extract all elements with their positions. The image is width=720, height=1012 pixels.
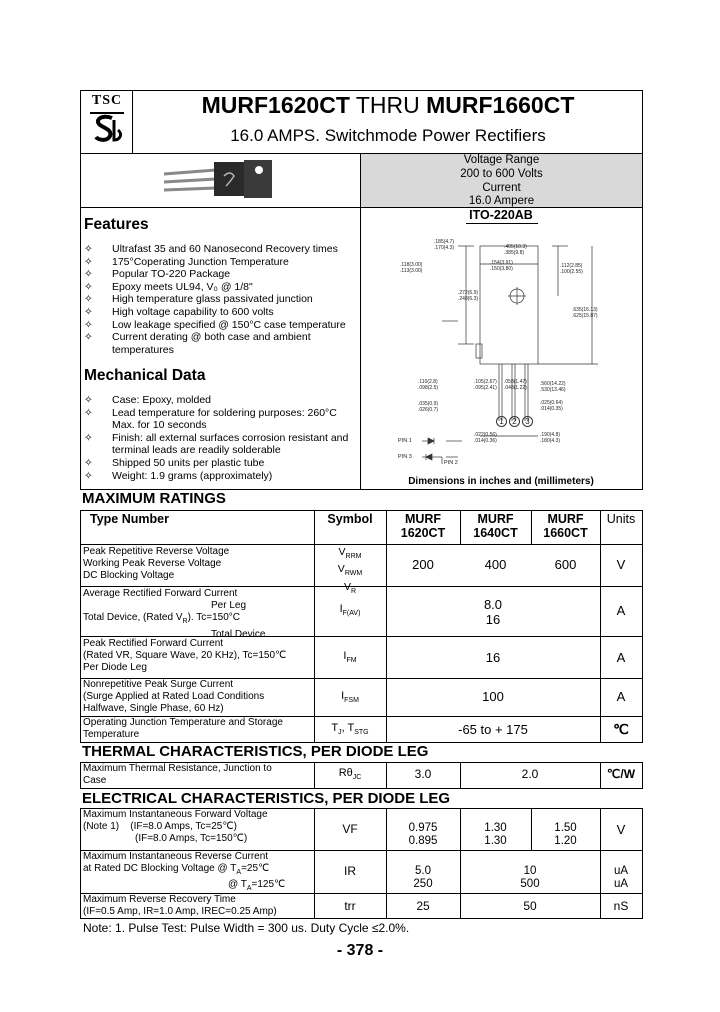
mech-list: ✧ Case: Epoxy, molded ✧ Lead temperature for soldering purposes: 260°C Max. for 10 seconds ✧ Finish: all external surfaces corrosion resistant and terminal leads are readily solderable ✧ Shipped 50 units per plastic tube ✧ Weight: 1.9 grams (approximately) [84,394,349,482]
dim-label: .100(2.55) [560,269,583,275]
value-cell: 5.0 250 [413,865,433,890]
unit-cell: nS [613,899,629,913]
dim-label: .112(2.85) [560,263,583,269]
footnote: Note: 1. Pulse Test: Pulse Width = 300 us. Duty Cycle ≤2.0%. [83,921,410,935]
unit-cell: ℃ [613,721,629,737]
table-row: Maximum Instantaneous Reverse Current at Rated DC Blocking Voltage @ $T_A=25℃$ @ $T_A=125℃$ [83,851,286,893]
company-logo [86,93,128,149]
bullet-icon: ✧ [84,243,93,255]
dim-label: .405(10.3) [504,244,527,250]
table-row: Peak Rectified Forward Current (Rated VR, Square Wave, 20 KHz), Tc=150℃ Per Diode Leg [83,638,287,674]
unit-cell: uA uA [613,865,629,890]
dim-label: .185(4.7) [434,239,455,245]
symbol-cell: $I_{F(AV)}$ [339,603,361,618]
dim-label: .190(4.8) [540,432,561,438]
ratings-summary [361,154,642,207]
bullet-icon: ✧ [84,469,93,482]
current-label: Current [482,181,521,194]
pin-number: 1 [496,416,507,427]
dim-label: .058(1.47) [504,379,527,385]
pin-label: PIN 3 [398,454,412,460]
title-part2: MURF1660CT [426,92,575,118]
dim-label: .048(1.22) [504,385,527,391]
bullet-icon: ✧ [84,318,93,331]
bullet-icon: ✧ [84,255,93,268]
pin-label: PIN 1 [398,438,412,444]
symbol-cell: VF [342,822,358,836]
dim-label: .014(0.35) [540,406,563,412]
page-subtitle: 16.0 AMPS. Switchmode Power Rectifiers [230,126,546,145]
unit-cell: ℃/W [606,767,636,781]
pin-number: 3 [522,416,533,427]
value-cell: 200 [412,557,434,572]
dim-label: .150(3.80) [490,266,513,272]
pin-label: PIN 2 [444,460,458,466]
bullet-icon: ✧ [84,280,93,293]
electrical-heading: ELECTRICAL CHARACTERISTICS, PER DIODE LEG [82,790,451,807]
value-cell: 16 [485,650,501,665]
features-heading: Features [84,216,149,233]
bullet-icon: ✧ [84,306,93,318]
package-label: ITO-220AB [469,208,533,222]
value-cell: 3.0 [414,767,432,781]
dim-label: .530(13.46) [540,387,566,393]
mech-heading: Mechanical Data [84,367,206,384]
package-drawing [362,226,640,474]
dim-label: .385(9.8) [504,250,525,256]
value-cell: 8.0 [483,597,503,612]
max-ratings-heading: MAXIMUM RATINGS [82,490,226,507]
unit-cell: V [616,557,626,572]
bullet-icon: ✧ [84,268,93,281]
value-cell: 50 [523,899,537,913]
pin-number: 2 [509,416,520,427]
bullet-icon: ✧ [84,293,93,306]
col-device-3: MURF 1660CT [543,512,588,540]
symbol-cell: trr [344,899,356,913]
range-label: Voltage Range [463,154,540,166]
col-units: Units [606,512,636,526]
product-image [160,158,280,202]
page-title [133,92,643,119]
dim-label: .248(6.3) [458,296,479,302]
value-cell: 100 [482,689,504,704]
symbol-cell: $V_{RRM}$ $V_{RWM}$ $V_R$ [337,546,363,595]
dim-label: .180(4.3) [540,438,561,444]
table-row: Maximum Thermal Resistance, Junction to Case [83,763,272,787]
feature-list: ✧ Ultrafast 35 and 60 Nanosecond Recovery times ✧ 175°Coperating Junction Temperature ✧ Popular TO-220 Package ✧ Epoxy meets UL94, V₀ @ 1/8" ✧ High temperature glass passivated junction ✧ High voltage capability to 600 volts ✧ Low leakage specified @ 150°C case temperature ✧ Current derating @ both case and ambient temperatures [84,243,346,356]
col-symbol: Symbol [327,512,373,526]
bullet-icon: ✧ [84,431,93,444]
symbol-cell: $I_{FSM}$ [341,690,359,705]
value-cell: 1.30 1.30 [484,822,507,847]
dim-label: .625(15.87) [572,313,598,319]
col-device-2: MURF 1640CT [473,512,518,540]
symbol-cell: $T_J$, $T_{STG}$ [331,722,369,737]
symbol-cell: IR [344,864,356,878]
symbol-cell: $R\theta_{JC}$ [338,767,362,782]
dim-label: .014(0.36) [474,438,497,444]
value-cell: 2.0 [521,767,539,781]
unit-cell: V [616,822,626,837]
value-cell: 1.50 1.20 [554,822,577,847]
value-cell: 10 500 [520,865,540,890]
table-row: Average Rectified Forward Current Per Leg Total Device, (Rated $V_R$). Tc=150°C Total Device [83,588,266,640]
unit-cell: A [616,689,626,704]
dim-label: .272(6.9) [458,290,479,296]
title-thru: THRU [349,92,427,118]
dim-label: .170(4.3) [434,245,455,251]
bullet-icon: ✧ [84,457,93,469]
unit-cell: A [616,603,626,618]
value-cell: 0.975 0.895 [408,822,438,847]
dim-label: .022(0.56) [474,432,497,438]
dim-label: .105(2.67) [474,379,497,385]
thermal-heading: THERMAL CHARACTERISTICS, PER DIODE LEG [82,743,429,760]
dim-label: .095(2.41) [474,385,497,391]
logo-text: TSC [91,93,123,108]
value-cell: 25 [416,899,430,913]
dim-label: .098(2.5) [418,385,439,391]
dim-label: .026(0.7) [418,407,439,413]
col-type-number: Type Number [90,512,169,526]
dim-label: .635(16.13) [572,307,598,313]
table-row: Maximum Instantaneous Forward Voltage (Note 1) (IF=8.0 Amps, Tc=25℃) (IF=8.0 Amps, Tc=150℃) [83,809,268,845]
symbol-cell: $I_{FM}$ [343,650,357,665]
bullet-icon: ✧ [84,331,93,344]
page-number: - 378 - [336,942,384,959]
table-row: Maximum Reverse Recovery Time (IF=0.5 Amp, IR=1.0 Amp, IREC=0.25 Amp) [83,894,277,918]
bullet-icon: ✧ [84,394,93,406]
dim-label: .154(3.91) [490,260,513,266]
current-value: 16.0 Ampere [468,195,535,208]
dim-label: .110(2.8) [418,379,438,385]
title-part1: MURF1620CT [201,92,350,118]
unit-cell: A [616,650,626,665]
table-row: Nonrepetitive Peak Surge Current (Surge Applied at Rated Load Conditions Halfwave, Single Phase, 60 Hz) [83,679,265,715]
logo-mark-icon [90,110,124,146]
dim-label: .025(0.64) [540,400,563,406]
dim-label: .113(3.00) [400,268,423,274]
value-cell: -65 to + 175 [458,722,528,737]
dim-label: .118(3.00) [400,262,423,268]
value-cell: 600 [554,557,577,572]
dim-label: .560(14.22) [540,381,566,387]
bullet-icon: ✧ [84,406,93,419]
table-row: Peak Repetitive Reverse Voltage Working Peak Reverse Voltage DC Blocking Voltage [83,546,230,582]
dimensions-caption: Dimensions in inches and (millimeters) [408,476,594,487]
dim-label: .035(0.9) [418,401,439,407]
value-cell: 16 [485,612,501,627]
value-cell: 400 [484,557,507,572]
col-device-1: MURF 1620CT [400,512,446,540]
range-value: 200 to 600 Volts [460,167,543,180]
table-row: Operating Junction Temperature and Storage Temperature [83,717,283,741]
